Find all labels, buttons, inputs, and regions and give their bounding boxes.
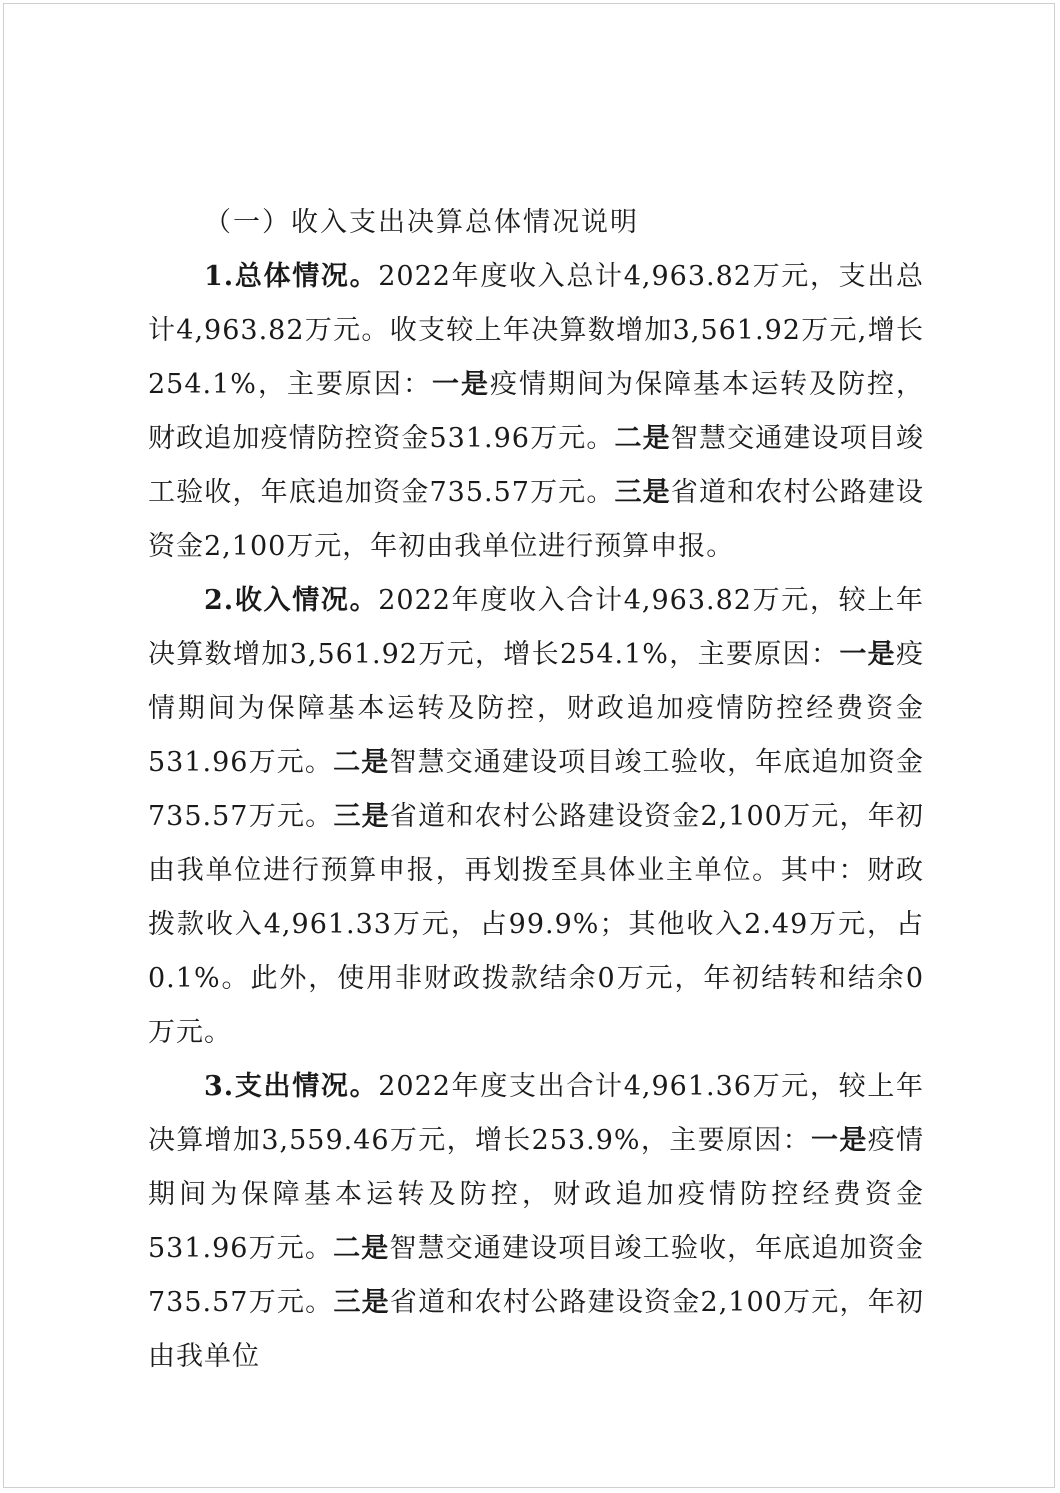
paragraph-text: 2022年度收入总计4,963.82万元，支出总计4,963.82万元。收支较上年决算数增加3,561.92万元,增长254.1%，主要原因： <box>148 261 924 400</box>
paragraph-text: 省道和农村公路建设资金2,100万元，年初由我单位 <box>148 1287 925 1372</box>
paragraph-text: 疫情期间为保障基本运转及防控，财政追加疫情防控经费资金531.96万元。 <box>148 639 925 778</box>
paragraph-lead: 2.收入情况。 <box>204 585 379 616</box>
reason-keyword: 二是 <box>333 1233 390 1264</box>
paragraph-expenditure <box>148 1060 924 1384</box>
reason-keyword: 二是 <box>333 747 390 778</box>
reason-keyword: 三是 <box>614 477 671 508</box>
document-body <box>148 196 924 1384</box>
paragraph-overall <box>148 250 924 574</box>
paragraph-text: 智慧交通建设项目竣工验收，年底追加资金735.57万元。 <box>148 1233 924 1318</box>
paragraph-text: 智慧交通建设项目竣工验收，年底追加资金735.57万元。 <box>148 423 924 508</box>
paragraph-text: 省道和农村公路建设资金2,100万元，年初由我单位进行预算申报。 <box>148 477 924 562</box>
paragraph-text: 智慧交通建设项目竣工验收，年底追加资金735.57万元。 <box>148 747 924 832</box>
paragraph-text: 疫情期间为保障基本运转及防控，财政追加疫情防控经费资金531.96万元。 <box>148 1125 925 1264</box>
paragraph-text: 省道和农村公路建设资金2,100万元，年初由我单位进行预算申报，再划拨至具体业主单位。其中：财政拨款收入4,961.33万元，占99.9%；其他收入2.49万元，占0.1%。此外，使用非财政拨款结余0万元，年初结转和结余0万元。 <box>148 801 925 1048</box>
reason-keyword: 一是 <box>810 1125 868 1156</box>
reason-keyword: 三是 <box>333 1287 390 1318</box>
reason-keyword: 一是 <box>431 369 490 400</box>
reason-keyword: 二是 <box>614 423 671 454</box>
reason-keyword: 一是 <box>839 639 897 670</box>
paragraph-text: 2022年度收入合计4,963.82万元，较上年决算数增加3,561.92万元，增长254.1%，主要原因： <box>148 585 924 670</box>
reason-keyword: 三是 <box>333 801 390 832</box>
paragraph-lead: 1.总体情况。 <box>204 261 379 292</box>
section-heading: （一）收入支出决算总体情况说明 <box>204 207 639 238</box>
paragraph-income <box>148 574 924 1060</box>
paragraph-text: 疫情期间为保障基本运转及防控，财政追加疫情防控资金531.96万元。 <box>148 369 925 454</box>
paragraph-text: 2022年度支出合计4,961.36万元，较上年决算增加3,559.46万元，增长253.9%，主要原因： <box>148 1071 924 1156</box>
paragraph-lead: 3.支出情况。 <box>204 1071 379 1102</box>
